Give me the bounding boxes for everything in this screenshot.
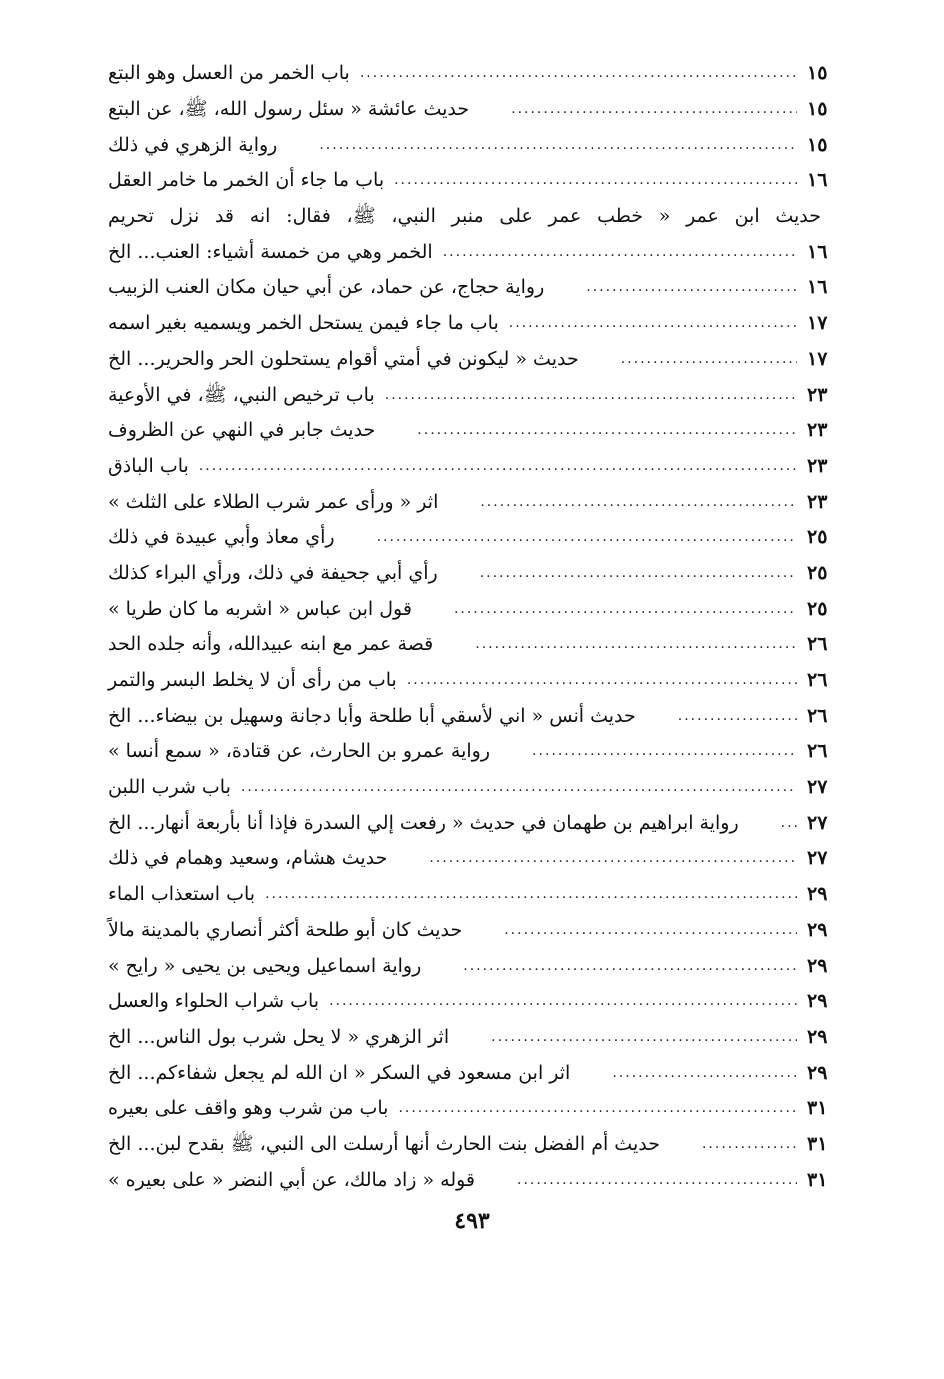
entry-page-number: ٢٧ xyxy=(807,811,828,834)
entry-page-number: ٢٥ xyxy=(807,597,828,620)
table-of-contents xyxy=(108,56,853,1198)
dot-leader xyxy=(702,1127,797,1162)
dot-leader xyxy=(612,1056,797,1091)
entry-title: حديث جابر في النهي عن الظروف xyxy=(108,419,376,442)
entry-page-number: ٢٦ xyxy=(807,633,828,656)
entry-title: باب من شرب وهو واقف على بعيره xyxy=(108,1097,389,1120)
toc-chapter-entry xyxy=(108,1091,853,1127)
entry-title: اثر الزهري « لا يحل شرب بول الناس... الخ xyxy=(108,1025,450,1048)
entry-title: رأي معاذ وأبي عبيدة في ذلك xyxy=(108,526,335,549)
dot-leader xyxy=(329,984,797,1019)
dot-leader xyxy=(480,485,797,520)
entry-page-number: ٢٩ xyxy=(807,954,828,977)
dot-leader xyxy=(385,378,797,413)
entry-title: اثر ابن مسعود في السكر « ان الله لم يجعل شفاءكم... الخ xyxy=(108,1061,571,1084)
toc-chapter-entry xyxy=(108,877,853,913)
entry-page-number: ١٥ xyxy=(807,98,828,121)
entry-title: باب ما جاء أن الخمر ما خامر العقل xyxy=(108,169,385,192)
toc-hadith-entry xyxy=(108,413,853,449)
entry-title: قصة عمر مع ابنه عبيدالله، وأنه جلده الحد xyxy=(108,633,434,656)
dot-leader xyxy=(621,342,797,377)
dot-leader xyxy=(509,306,797,341)
toc-chapter-entry xyxy=(108,163,853,199)
entry-title: حديث أنس « اني لأسقي أبا طلحة وأبا دجانة وسهيل بن بيضاء... الخ xyxy=(108,704,636,727)
toc-hadith-entry xyxy=(108,199,853,270)
toc-hadith-entry xyxy=(108,1055,853,1091)
entry-page-number: ١٧ xyxy=(807,312,828,335)
entry-title: حديث « ليكونن في أمتي أقوام يستحلون الحر والحرير... الخ xyxy=(108,347,579,370)
dot-leader xyxy=(407,663,797,698)
toc-chapter-entry xyxy=(108,770,853,806)
dot-leader xyxy=(781,806,797,841)
entry-title: حديث عائشة « سئل رسول الله، ﷺ، عن البتع xyxy=(108,98,470,121)
entry-title-line-2 xyxy=(108,234,853,270)
entry-title-line-1: حديث ابن عمر « خطب عمر على منبر النبي، ﷺ، فقال: انه قد نزل تحريم xyxy=(108,204,821,227)
toc-hadith-entry xyxy=(108,841,853,877)
entry-page-number: ١٦ xyxy=(807,240,828,263)
toc-hadith-entry xyxy=(108,1162,853,1198)
dot-leader xyxy=(429,841,797,876)
entry-page-number: ٢٩ xyxy=(807,883,828,906)
entry-page-number: ١٧ xyxy=(807,347,828,370)
entry-page-number: ٢٣ xyxy=(807,419,828,442)
dot-leader xyxy=(586,270,797,305)
entry-page-number: ٢٣ xyxy=(807,490,828,513)
entry-page-number: ٢٩ xyxy=(807,918,828,941)
entry-title: حديث كان أبو طلحة أكثر أنصاري بالمدينة مالاً xyxy=(108,918,463,941)
toc-hadith-entry xyxy=(108,948,853,984)
entry-title: رواية الزهري في ذلك xyxy=(108,133,278,156)
toc-hadith-entry xyxy=(108,698,853,734)
entry-page-number: ٢٩ xyxy=(807,1061,828,1084)
dot-leader xyxy=(398,1091,797,1126)
entry-title: باب الباذق xyxy=(108,454,189,477)
dot-leader xyxy=(504,913,797,948)
entry-title: رأي أبي جحيفة في ذلك، ورأي البراء كذلك xyxy=(108,561,438,584)
entry-title: اثر « ورأى عمر شرب الطلاء على الثلث » xyxy=(108,490,439,513)
toc-hadith-entry xyxy=(108,342,853,378)
entry-page-number: ٢٥ xyxy=(807,526,828,549)
entry-page-number: ٢٦ xyxy=(807,740,828,763)
page-number: ٤٩٣ xyxy=(454,1208,490,1234)
toc-hadith-entry xyxy=(108,627,853,663)
entry-title: باب شرب اللبن xyxy=(108,776,231,799)
entry-title: رواية ابراهيم بن طهمان في حديث « رفعت إلي السدرة فإذا أنا بأربعة أنهار... الخ xyxy=(108,811,739,834)
dot-leader xyxy=(241,770,797,805)
entry-page-number: ٢٧ xyxy=(807,776,828,799)
toc-hadith-entry xyxy=(108,805,853,841)
dot-leader xyxy=(377,520,797,555)
entry-page-number: ٣١ xyxy=(807,1097,828,1120)
dot-leader xyxy=(199,449,797,484)
entry-page-number: ٢٦ xyxy=(807,669,828,692)
entry-title: باب شراب الحلواء والعسل xyxy=(108,990,320,1013)
entry-page-number: ١٥ xyxy=(807,62,828,85)
entry-title: رواية اسماعيل ويحيى بن يحيى « رايح » xyxy=(108,954,422,977)
entry-title: باب من رأى أن لا يخلط البسر والتمر xyxy=(108,669,397,692)
dot-leader xyxy=(454,592,797,627)
dot-leader xyxy=(394,163,797,198)
entry-title: باب استعذاب الماء xyxy=(108,883,256,906)
dot-leader xyxy=(319,128,797,163)
entry-title: قوله « زاد مالك، عن أبي النضر « على بعيره » xyxy=(108,1168,476,1191)
dot-leader xyxy=(532,734,797,769)
entry-title: باب الخمر من العسل وهو البتع xyxy=(108,62,350,85)
dot-leader xyxy=(475,627,797,662)
entry-page-number: ٣١ xyxy=(807,1132,828,1155)
entry-title: باب ترخيص النبي، ﷺ، في الأوعية xyxy=(108,383,375,406)
toc-hadith-entry xyxy=(108,913,853,949)
entry-page-number: ٢٧ xyxy=(807,847,828,870)
entry-title: باب ما جاء فيمن يستحل الخمر ويسميه بغير اسمه xyxy=(108,312,499,335)
dot-leader xyxy=(678,699,797,734)
dot-leader xyxy=(360,56,797,91)
entry-page-number: ٣١ xyxy=(807,1168,828,1191)
toc-hadith-entry xyxy=(108,127,853,163)
toc-hadith-entry xyxy=(108,1020,853,1056)
entry-title: رواية عمرو بن الحارث، عن قتادة، « سمع أنسا » xyxy=(108,740,491,763)
entry-page-number: ٢٦ xyxy=(807,704,828,727)
toc-hadith-entry xyxy=(108,270,853,306)
toc-chapter-entry xyxy=(108,306,853,342)
entry-page-number: ٢٩ xyxy=(807,1025,828,1048)
toc-hadith-entry xyxy=(108,484,853,520)
dot-leader xyxy=(517,1163,797,1198)
dot-leader xyxy=(443,235,797,270)
entry-title: رواية حجاج، عن حماد، عن أبي حيان مكان العنب الزبيب xyxy=(108,276,545,299)
entry-page-number: ٢٩ xyxy=(807,990,828,1013)
dot-leader xyxy=(265,877,797,912)
entry-title: حديث هشام، وسعيد وهمام في ذلك xyxy=(108,847,388,870)
entry-title: قول ابن عباس « اشربه ما كان طريا » xyxy=(108,597,412,620)
dot-leader xyxy=(511,92,797,127)
toc-hadith-entry xyxy=(108,591,853,627)
entry-page-number: ١٦ xyxy=(807,169,828,192)
entry-page-number: ٢٣ xyxy=(807,454,828,477)
dot-leader xyxy=(480,556,797,591)
entry-title: حديث أم الفضل بنت الحارث أنها أرسلت الى النبي، ﷺ بقدح لبن... الخ xyxy=(108,1132,660,1155)
toc-chapter-entry xyxy=(108,663,853,699)
toc-hadith-entry xyxy=(108,556,853,592)
entry-page-number: ٢٥ xyxy=(807,561,828,584)
toc-chapter-entry xyxy=(108,56,853,92)
toc-hadith-entry xyxy=(108,92,853,128)
dot-leader xyxy=(463,949,797,984)
entry-page-number: ١٥ xyxy=(807,133,828,156)
dot-leader xyxy=(491,1020,797,1055)
toc-chapter-entry xyxy=(108,984,853,1020)
entry-page-number: ١٦ xyxy=(807,276,828,299)
toc-hadith-entry xyxy=(108,734,853,770)
entry-page-number: ٢٣ xyxy=(807,383,828,406)
toc-hadith-entry xyxy=(108,1127,853,1163)
toc-chapter-entry xyxy=(108,449,853,485)
toc-chapter-entry xyxy=(108,377,853,413)
entry-title: الخمر وهي من خمسة أشياء: العنب... الخ xyxy=(108,240,433,263)
dot-leader xyxy=(417,413,797,448)
toc-hadith-entry xyxy=(108,520,853,556)
